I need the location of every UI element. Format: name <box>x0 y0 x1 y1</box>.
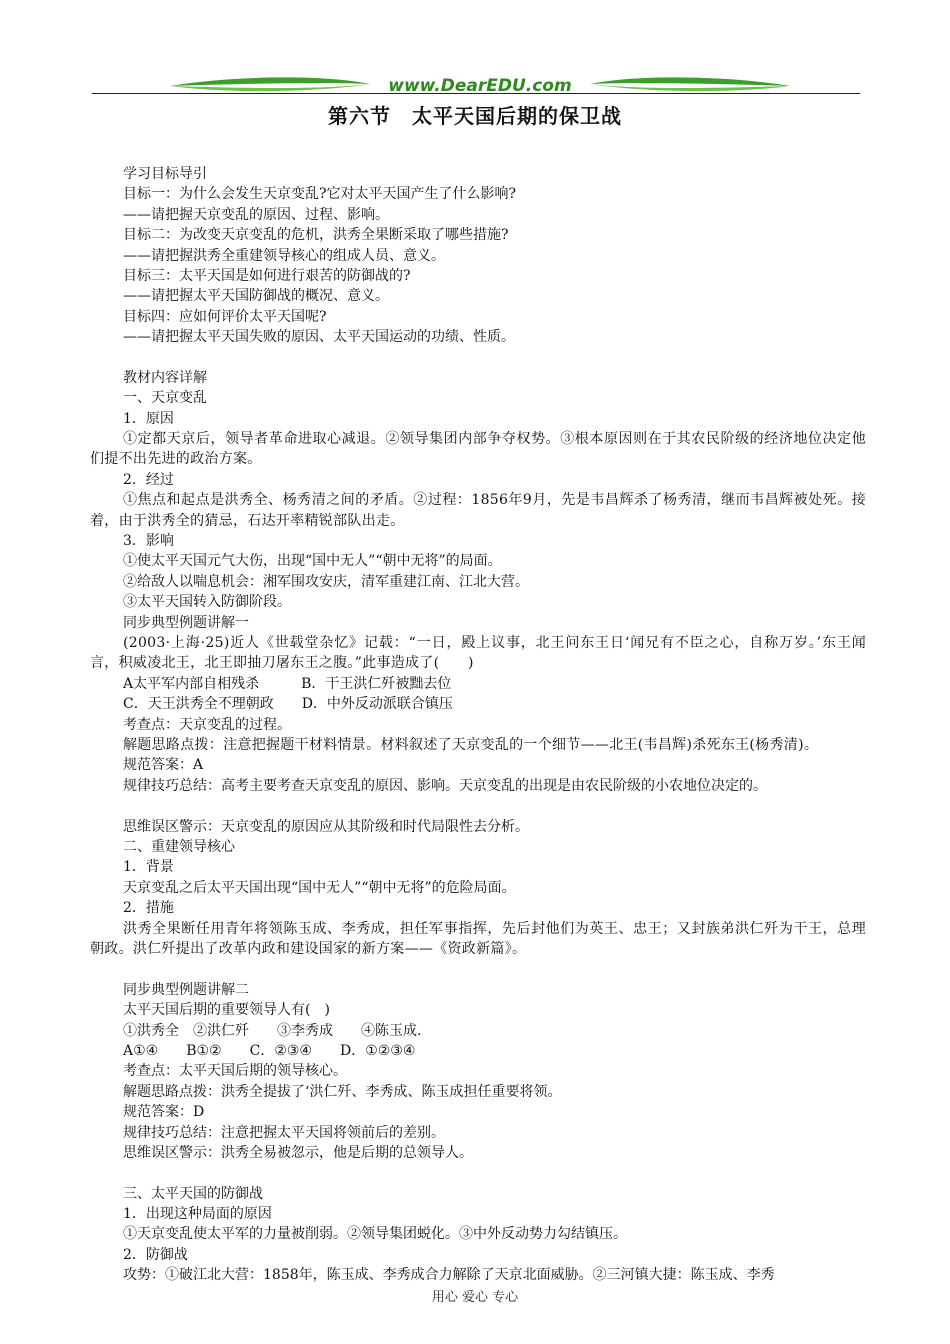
text-line: 1．背景 <box>123 859 174 876</box>
text-line: ①焦点和起点是洪秀全、杨秀清之间的矛盾。②过程：1856年9月，先是韦昌辉杀了杨秀清，继而韦昌辉被处死。接着，由于洪秀全的猜忌，石达开率精锐部队出走。 <box>90 492 866 529</box>
text-line: 解题思路点拨：洪秀全提拔了‘洪仁歼、李秀成、陈玉成担任重要将领。 <box>123 1083 562 1100</box>
site-name: www.DearEDU.com <box>388 76 572 96</box>
text-line: 二、重建领导核心 <box>123 839 235 855</box>
text-line: 规范答案：D <box>123 1104 205 1121</box>
text-line: 学习目标导引 <box>123 166 207 182</box>
text-line: 解题思路点拨：注意把握题干材料情景。材料叙述了天京变乱的一个细节——北王(韦昌辉)杀死东王(杨秀清)。 <box>123 737 819 754</box>
text-line: 目标一：为什么会发生天京变乱?它对太平天国产生了什么影响? <box>123 186 517 203</box>
text-line: 一、天京变乱 <box>123 390 207 407</box>
text-line: ——请把握洪秀全重建领导核心的组成人员、意义。 <box>123 247 445 264</box>
text-line: ①天京变乱使太平军的力量被削弱。②领导集团蜕化。③中外反动势力勾结镇压。 <box>123 1226 627 1243</box>
header-rule <box>92 93 860 94</box>
text-line: ①定都天京后，领导者革命进取心减退。②领导集团内部争夺权势。③根本原因则在于其农民阶级的经济地位决定他们提不出先进的政治方案。 <box>90 431 866 468</box>
blank-line <box>90 796 866 816</box>
text-line: C．天王洪秀全不理朝政 D．中外反动派联合镇压 <box>123 696 453 713</box>
blank-line <box>90 959 866 979</box>
text-line: 目标三：太平天国是如何进行艰苦的防御战的? <box>123 267 411 284</box>
text-line: 1．出现这种局面的原因 <box>123 1206 272 1223</box>
text-line: ——请把握太平天国防御战的概况、意义。 <box>123 288 389 305</box>
text-line: 目标二：为改变天京变乱的危机，洪秀全果断采取了哪些措施? <box>123 227 509 244</box>
text-line: 2．措施 <box>123 900 174 917</box>
text-line: 规律技巧总结：高考主要考查天京变乱的原因、影响。天京变乱的出现是由农民阶级的小农地位决定的。 <box>123 777 767 794</box>
text-line: 思维误区警示：洪秀全易被忽示，他是后期的总领导人。 <box>123 1144 473 1161</box>
text-line: 规范答案：A <box>123 757 204 774</box>
text-line: ——请把握天京变乱的原因、过程、影响。 <box>123 206 389 223</box>
text-line: 太平天国后期的重要领导人有( ) <box>123 1002 330 1019</box>
text-line: 规律技巧总结：注意把握太平天国将领前后的差别。 <box>123 1124 445 1141</box>
text-line: 1．原因 <box>123 410 174 427</box>
text-line: 思维误区警示：天京变乱的原因应从其阶级和时代局限性去分析。 <box>123 818 529 835</box>
page-title: 第六节 太平天国后期的保卫战 <box>328 104 622 128</box>
text-line: 同步典型例题讲解二 <box>123 981 249 998</box>
text-line: A①④ B①② C．②③④ D．①②③④ <box>123 1042 416 1059</box>
text-line: 洪秀全果断任用青年将领陈玉成、李秀成，担任军事指挥，先后封他们为英王、忠王；又封族弟洪仁歼为干王，总理朝政。洪仁歼提出了改革内政和建设国家的新方案——《资政新篇》。 <box>90 920 866 957</box>
text-line: 三、太平天国的防御战 <box>123 1185 263 1202</box>
blank-line <box>90 348 866 368</box>
page-footer: 用心 爱心 专心 <box>431 1290 519 1305</box>
text-line: A太平军内部自相残杀 B．干王洪仁歼被黜去位 <box>123 675 452 692</box>
document-body <box>90 164 866 1286</box>
text-line: ③太平天国转入防御阶段。 <box>123 594 291 611</box>
text-line: 2．防御战 <box>123 1246 188 1263</box>
text-line: 教材内容详解 <box>123 369 207 386</box>
text-line: ①使太平天国元气大伤，出现“国中无人”“朝中无将”的局面。 <box>123 553 502 570</box>
text-line: 考查点：天京变乱的过程。 <box>123 716 291 733</box>
text-line: 同步典型例题讲解一 <box>123 614 249 631</box>
text-line: 3．影响 <box>123 533 174 550</box>
leaf-banner-graphic <box>170 72 790 98</box>
text-line: 攻势：①破江北大营：1858年，陈玉成、李秀成合力解除了天京北面威胁。②三河镇大捷：陈玉成、李秀 <box>123 1267 775 1284</box>
text-line: ——请把握太平天国失败的原因、太平天国运动的功绩、性质。 <box>123 329 515 346</box>
text-line: (2003·上海·25)近人《世载堂杂忆》记载：“一日，殿上议事，北王问东王日‘闻兄有不臣之心，自称万岁。’东王闻言，积威凌北王，北王即抽刀屠东王之腹。”此事造成了( ) <box>90 635 866 672</box>
text-line: 目标四：应如何评价太平天国呢? <box>123 308 327 325</box>
blank-line <box>90 1163 866 1183</box>
text-line: 考查点：太平天国后期的领导核心。 <box>123 1063 347 1080</box>
text-line: 2．经过 <box>123 471 174 488</box>
header-banner <box>170 72 790 98</box>
text-line: ①洪秀全 ②洪仁歼 ③李秀成 ④陈玉成. <box>123 1022 422 1039</box>
text-line: 天京变乱之后太平天国出现“国中无人”“朝中无将”的危险局面。 <box>123 879 516 896</box>
text-line: ②给敌人以喘息机会：湘军围攻安庆，清军重建江南、江北大营。 <box>123 573 529 590</box>
